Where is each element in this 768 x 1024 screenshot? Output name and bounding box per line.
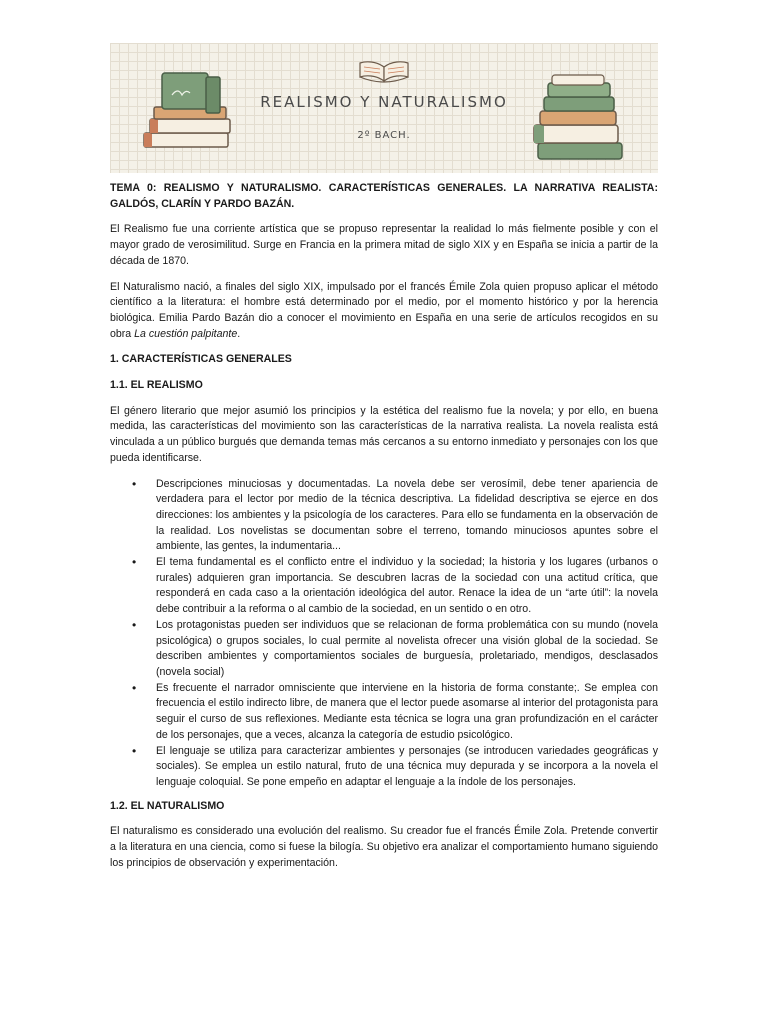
lesson-title: TEMA 0: REALISMO Y NATURALISMO. CARACTERÍSTICAS GENERALES. LA NARRATIVA REALISTA: GALDÓS, CLARÍN Y PARDO BAZÁN. (110, 182, 658, 210)
book-stack-right-illustration (530, 73, 630, 163)
subsection-heading-naturalismo: 1.2. EL NATURALISMO (110, 799, 225, 812)
open-book-icon (358, 59, 410, 85)
list-item (110, 477, 658, 556)
banner-subtitle: 2º BACH. (357, 130, 411, 141)
intro-paragraph-naturalismo (110, 280, 658, 343)
list-item-text: • El lenguaje se utiliza para caracterizar ambientes y personajes (se introducen variedades geográficas y sociales). Se emplea un estilo natural, fruto de una técnica muy depurada y se incorpora a la novela el lenguaje coloquial. Se pone empeño en adaptar el lenguaje a la índole de los personajes. (156, 744, 658, 788)
naturalismo-text: El Naturalismo nació, a finales del siglo XIX, impulsado por el francés Émile Zola quien propuso aplicar el método científico a la literatura: el hombre está determinado por el medio, por el momento histórico y por la herencia biológica. Emilia Pardo Bazán dio a conocer el movimiento en España en una serie de artículos recogidos en su obra (110, 280, 658, 340)
list-item-text: • El tema fundamental es el conflicto entre el individuo y la sociedad; la historia y los lugares (urbanos o rurales) adquieren gran importancia. Se descubren lacras de la sociedad con una actitud crítica, que responderá en cada caso a la orientación ideológica del autor. Renace la idea de un “arte útil”: la novela debe contribuir a la reforma o al cambio de la sociedad, en un sentido o en otro. (156, 556, 658, 616)
book-title-italic: La cuestión palpitante (134, 327, 238, 340)
list-item-text: • Es frecuente el narrador omnisciente que interviene en la historia de forma constante;. Se emplea con frecuencia el estilo indirecto libre, de manera que el lector puede asomarse al interior del protagonista para seguir el curso de sus reflexiones. Mediante esta técnica se logra una gran profundización en el carácter de los personajes, que a veces, alcanza la categoría de estudio psicológico. (156, 681, 658, 741)
list-item (110, 618, 658, 681)
document-body (110, 181, 658, 881)
list-item-text: • Descripciones minuciosas y documentadas. La novela debe ser verosímil, debe tener apariencia de verdadera para el lector por medio de la técnica descriptiva. La fidelidad descriptiva se ejerce en dos direcciones: los ambientes y la psicología de los caracteres. Para ello se fundamenta en la observación de la realidad. Los novelistas se documentan sobre el terreno, tomando minuciosos apuntes sobre el ambiente, las gentes, la indumentaria... (156, 477, 658, 553)
sentence-end: . (237, 327, 241, 340)
section-heading-caracteristicas: 1. CARACTERÍSTICAS GENERALES (110, 353, 292, 366)
intro-paragraph-realismo: El Realismo fue una corriente artística que se propuso representar la realidad lo más fielmente posible y con el mayor grado de verosimilitud. Surge en Francia en la primera mitad de siglo XIX y en España se inicia a partir de la década de 1870. (110, 223, 658, 267)
list-item (110, 744, 658, 791)
realismo-characteristics-list (110, 477, 658, 791)
realismo-intro-paragraph: El género literario que mejor asumió los principios y la estética del realismo fue la novela; y por ello, en buena medida, las características del movimiento son las características de la narrativa realista. La novela realista está vinculada a un público burgués que demanda temas más cercanos a su entorno inmediato y personajes con los que pueda identificarse. (110, 404, 658, 464)
naturalismo-paragraph: El naturalismo es considerado una evolución del realismo. Su creador fue el francés Émile Zola. Pretende convertir a la literatura en una ciencia, como si fuese la bilogía. Su objetivo era analizar el comportamiento humano siguiendo los principios de observación y experimentación. (110, 825, 658, 869)
list-item (110, 681, 658, 744)
list-item-text: • Los protagonistas pueden ser individuos que se relacionan de forma problemática con su mundo (novela psicológica) o grupos sociales, lo cual permite al novelista ofrecer una visión global de la sociedad. Se describen ambientes y comportamientos sociales de burguesía, proletariado, mendigos, desclasados (novela social) (156, 618, 658, 678)
banner-title: REALISMO Y NATURALISMO (260, 93, 508, 111)
subsection-heading-realismo: 1.1. EL REALISMO (110, 379, 203, 392)
header-banner (110, 43, 658, 173)
list-item (110, 555, 658, 618)
